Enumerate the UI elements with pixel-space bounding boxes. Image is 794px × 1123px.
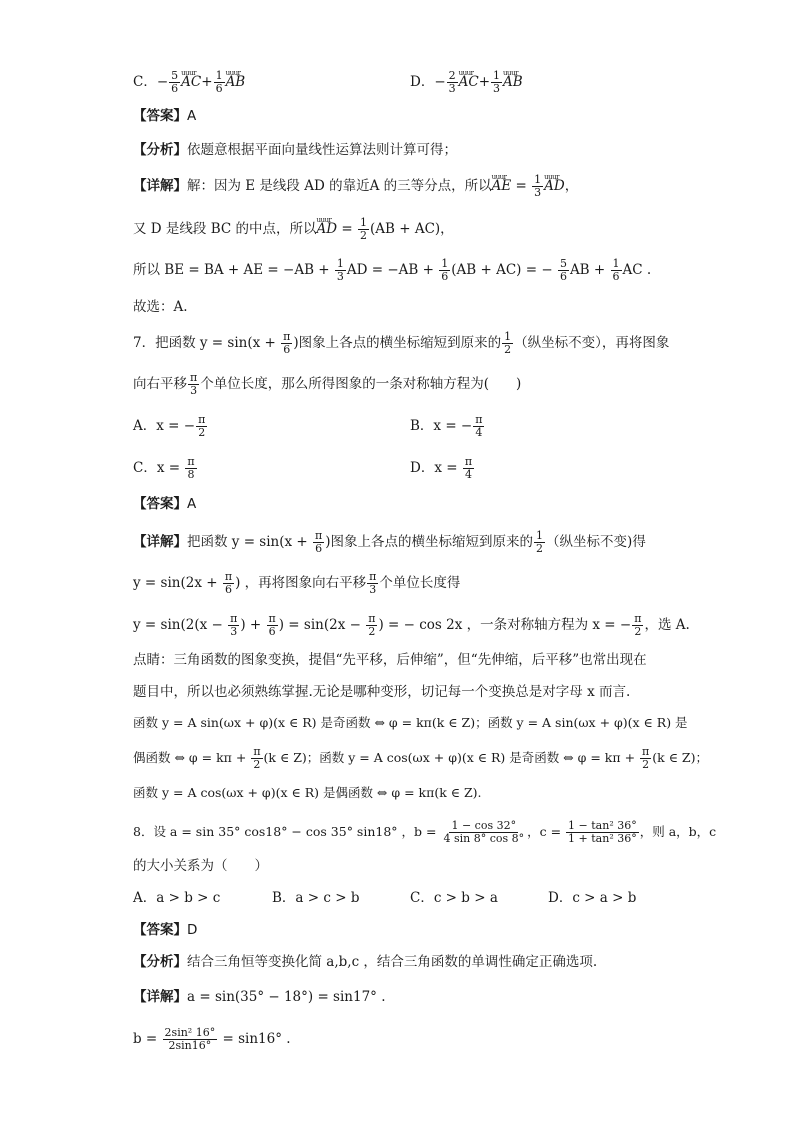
fraction-numerator: 1	[336, 257, 344, 270]
section-tag: 【分析】	[133, 142, 187, 158]
fraction	[473, 414, 484, 439]
fraction-denominator: 3	[190, 384, 198, 397]
fraction	[251, 746, 262, 771]
q6-detail-line2	[133, 217, 454, 242]
text-run: 的大小关系为（ ）	[133, 858, 268, 874]
fraction-numerator: π	[315, 529, 323, 542]
fraction-numerator: π	[369, 570, 377, 583]
fraction	[566, 820, 639, 845]
q8-detail-line1	[133, 987, 386, 1007]
fraction-denominator: 3	[448, 82, 456, 95]
q8-option-b	[272, 888, 359, 908]
text-run: ) = − cos 2x ，一条对称轴方程为 x = −	[378, 617, 632, 633]
fraction	[558, 258, 569, 283]
fraction-numerator: π	[253, 745, 261, 758]
text-run: 个单位长度，那么所得图象的一条对称轴方程为( )	[200, 376, 522, 392]
q8-detail-line2	[133, 1027, 291, 1052]
fraction-numerator: 1	[534, 173, 542, 186]
q7-note-line4	[133, 746, 708, 771]
fraction-denominator: 6	[441, 270, 449, 283]
q6-choose	[133, 297, 188, 317]
fraction-numerator: π	[464, 455, 473, 468]
text-run: A．x = −	[133, 418, 196, 434]
fraction-denominator: 3	[534, 186, 542, 199]
q7-note-line3	[133, 713, 688, 733]
text-run: B．x = −	[410, 418, 473, 434]
fraction	[281, 331, 292, 356]
fraction-numerator: π	[190, 371, 198, 384]
vector-symbol: uuur AC	[181, 72, 201, 92]
fraction	[335, 258, 346, 283]
fraction-denominator: 2sin16°	[168, 1039, 212, 1052]
text-run: 结合三角恒等变换化简 a,b,c ，结合三角函数的单调性确定正确选项.	[187, 954, 598, 970]
fraction-denominator: 2	[368, 625, 376, 638]
fraction-denominator: 2	[359, 229, 367, 242]
fraction	[640, 746, 651, 771]
fraction	[534, 530, 545, 555]
fraction-denominator: 3	[493, 82, 501, 95]
text-run: = sin16° .	[218, 1031, 291, 1047]
q7-option-c	[133, 456, 198, 481]
q6-option-c	[133, 70, 245, 95]
vector-symbol: uuur AD	[317, 219, 338, 239]
fraction-denominator: 2	[253, 758, 261, 771]
fraction-denominator: 3	[369, 583, 377, 596]
fraction-denominator: 4	[464, 468, 472, 481]
text-run: 题目中，所以也必须熟练掌握.无论是哪种变形，切记每一个变换总是对字母 x 而言.	[133, 684, 631, 700]
fraction	[185, 456, 196, 481]
q7-detail-line2	[133, 571, 460, 596]
text-run: =	[337, 221, 357, 237]
fraction-numerator: 5	[171, 69, 179, 82]
text-run: 向右平移	[133, 376, 187, 392]
q7-option-d	[410, 456, 475, 481]
section-tag: 【答案】	[133, 108, 187, 124]
fraction	[196, 414, 207, 439]
fraction-denominator: 6	[315, 542, 323, 555]
fraction-numerator: π	[642, 745, 650, 758]
q8-option-c	[410, 888, 498, 908]
text-run: D．c > a > b	[548, 890, 637, 906]
text-run: 函数 y = A sin(ωx + φ)(x ∈ R) 是奇函数 ⇔ φ = kπ(k ∈ Z)；函数 y = A sin(ωx + φ)(x ∈ R) 是	[133, 715, 688, 730]
q8-analysis	[133, 952, 597, 972]
fraction-numerator: π	[368, 612, 376, 625]
q6-detail-line1	[133, 174, 578, 199]
fraction-denominator: 6	[224, 583, 232, 596]
fraction-numerator: π	[634, 612, 642, 625]
fraction-numerator: 2	[448, 69, 456, 82]
text-run: （纵坐标不变)得	[546, 534, 646, 550]
fraction	[228, 613, 239, 638]
fraction	[313, 530, 324, 555]
fraction-numerator: 1	[612, 257, 620, 270]
text-run: y = sin(2x +	[133, 575, 222, 591]
fraction-denominator: 3	[230, 625, 238, 638]
fraction	[188, 372, 199, 397]
q7-note-line1	[133, 650, 647, 670]
section-tag: 【详解】	[133, 534, 187, 550]
q7-option-a	[133, 414, 208, 439]
q7-stem-line1	[133, 331, 669, 356]
fraction	[214, 70, 225, 95]
text-run: ) +	[240, 617, 266, 633]
fraction-denominator: 6	[268, 625, 276, 638]
fraction-denominator: 4 sin 8° cos 8°	[443, 832, 525, 845]
text-run: （纵坐标不变），再将图象	[514, 335, 670, 351]
fraction	[632, 613, 643, 638]
text-run: )图象上各点的横坐标缩短到原来的	[293, 335, 502, 351]
fraction	[366, 613, 377, 638]
fraction-numerator: π	[475, 413, 483, 426]
fraction	[439, 258, 450, 283]
text-run: =	[511, 178, 532, 194]
text-run: C．x =	[133, 460, 185, 476]
fraction-denominator: 2	[642, 758, 650, 771]
fraction-numerator: π	[187, 455, 195, 468]
text-run: y = sin(2(x −	[133, 617, 228, 633]
text-run: 函数 y = A cos(ωx + φ)(x ∈ R) 是偶函数 ⇔ φ = kπ(k ∈ Z).	[133, 785, 482, 800]
fraction-numerator: 2sin² 16°	[164, 1026, 216, 1039]
text-run: A．a > b > c	[133, 890, 221, 906]
q6-option-d	[410, 70, 523, 95]
fraction	[441, 820, 526, 845]
q7-detail-line3	[133, 613, 690, 638]
text-run: 个单位长度得	[379, 575, 461, 591]
text-run: b =	[133, 1031, 162, 1047]
vector-symbol: uuur AB	[503, 72, 523, 92]
fraction-numerator: π	[230, 612, 238, 625]
fraction-denominator: 8	[187, 468, 195, 481]
q7-option-b	[410, 414, 485, 439]
text-run: ，c =	[527, 824, 566, 839]
fraction-numerator: 1	[536, 529, 544, 542]
section-tag: 【详解】	[133, 989, 187, 1005]
q7-stem-line2	[133, 372, 521, 397]
fraction	[267, 613, 278, 638]
fraction-numerator: π	[198, 413, 206, 426]
q8-answer	[133, 920, 197, 940]
text-run: 解：因为 E 是线段 AD 的靠近A 的三等分点，所以	[187, 178, 492, 194]
fraction-numerator: 1	[504, 330, 512, 343]
text-run: 偶函数 ⇔ φ = kπ +	[133, 750, 251, 765]
fraction-numerator: 1	[359, 216, 367, 229]
text-run: A	[187, 496, 197, 512]
text-run: 所以 BE = BA + AE = −AB +	[133, 262, 334, 278]
q6-analysis	[133, 140, 457, 160]
q7-note-line2	[133, 682, 630, 702]
q6-answer	[133, 106, 196, 126]
text-run: A	[187, 108, 197, 124]
fraction	[502, 331, 513, 356]
fraction-numerator: π	[224, 570, 233, 583]
text-run: D	[187, 922, 198, 938]
text-run: C．−	[133, 74, 169, 90]
text-run: AD = −AB +	[346, 262, 439, 278]
text-run: ，则 a，b，c	[639, 824, 717, 839]
text-run: AB +	[569, 262, 610, 278]
fraction	[463, 456, 474, 481]
fraction-denominator: 6	[612, 270, 620, 283]
text-run: D．x =	[410, 460, 462, 476]
fraction-denominator: 6	[559, 270, 567, 283]
fraction	[223, 571, 234, 596]
fraction-denominator: 4	[475, 426, 483, 439]
text-run: (k ∈ Z)；函数 y = A cos(ωx + φ)(x ∈ R) 是奇函数 ⇔ φ = kπ +	[263, 750, 640, 765]
text-run: C．c > b > a	[410, 890, 498, 906]
fraction-denominator: 6	[171, 82, 179, 95]
q8-stem-line1	[133, 820, 716, 845]
fraction	[532, 174, 543, 199]
fraction-numerator: 1 − cos 32°	[451, 819, 517, 832]
fraction-denominator: 2	[634, 625, 642, 638]
q6-detail-line3	[133, 258, 651, 283]
fraction-denominator: 6	[283, 343, 291, 356]
fraction	[163, 1027, 218, 1052]
text-run: 点睛：三角函数的图象变换，提倡“先平移，后伸缩”，但“先伸缩，后平移”也常出现在	[133, 652, 647, 668]
text-run: ，	[564, 178, 579, 194]
text-run: B．a > c > b	[272, 890, 360, 906]
text-run: (k ∈ Z)；	[652, 750, 708, 765]
text-run: AC .	[622, 262, 652, 278]
fraction-denominator: 6	[215, 82, 223, 95]
text-run: 8．设 a = sin 35° cos18° − cos 35° sin18° ，b =	[133, 824, 441, 839]
text-run: (AB + AC)	[369, 221, 441, 237]
text-run: 7．把函数 y = sin(x +	[133, 335, 281, 351]
q7-detail-line1	[133, 530, 646, 555]
text-run: 故选：A.	[133, 299, 188, 315]
fraction-numerator: 1	[215, 69, 223, 82]
fraction	[169, 70, 180, 95]
text-run: D．−	[410, 74, 446, 90]
q7-note-line5	[133, 783, 482, 803]
section-tag: 【答案】	[133, 496, 187, 512]
text-run: (AB + AC) = −	[451, 262, 557, 278]
text-run: +	[478, 74, 491, 90]
section-tag: 【分析】	[133, 954, 187, 970]
fraction-numerator: π	[268, 612, 276, 625]
text-run: ，	[440, 221, 454, 237]
text-run: ) ，再将图象向右平移	[235, 575, 367, 591]
fraction-numerator: 1	[441, 257, 449, 270]
fraction-denominator: 3	[336, 270, 344, 283]
fraction	[358, 217, 369, 242]
q8-stem-line2	[133, 856, 268, 876]
fraction-numerator: 1	[493, 69, 501, 82]
vector-symbol: uuur AD	[544, 176, 565, 196]
fraction-denominator: 2	[536, 542, 544, 555]
fraction-numerator: 5	[559, 257, 567, 270]
text-run: ，选 A.	[644, 617, 690, 633]
section-tag: 【答案】	[133, 922, 187, 938]
text-run: 又 D 是线段 BC 的中点，所以	[133, 221, 317, 237]
text-run: ) = sin(2x −	[278, 617, 366, 633]
vector-symbol: uuur AC	[459, 72, 479, 92]
fraction-denominator: 1 + tan² 36°	[568, 832, 637, 845]
fraction-denominator: 2	[504, 343, 512, 356]
fraction-denominator: 2	[198, 426, 206, 439]
text-run: )图象上各点的横坐标缩短到原来的	[325, 534, 534, 550]
fraction	[611, 258, 622, 283]
section-tag: 【详解】	[133, 178, 187, 194]
text-run: 把函数 y = sin(x +	[187, 534, 313, 550]
fraction	[491, 70, 502, 95]
fraction	[367, 571, 378, 596]
text-run: 依题意根据平面向量线性运算法则计算可得；	[187, 142, 457, 158]
q8-option-a	[133, 888, 220, 908]
q7-answer	[133, 494, 196, 514]
fraction-numerator: 1 − tan² 36°	[568, 819, 637, 832]
text-run: +	[201, 74, 213, 90]
q8-option-d	[548, 888, 636, 908]
fraction	[447, 70, 458, 95]
text-run: a = sin(35° − 18°) = sin17° .	[187, 989, 386, 1005]
vector-symbol: uuur AE	[492, 176, 512, 196]
fraction-numerator: π	[283, 330, 291, 343]
vector-symbol: uuur AB	[226, 72, 246, 92]
